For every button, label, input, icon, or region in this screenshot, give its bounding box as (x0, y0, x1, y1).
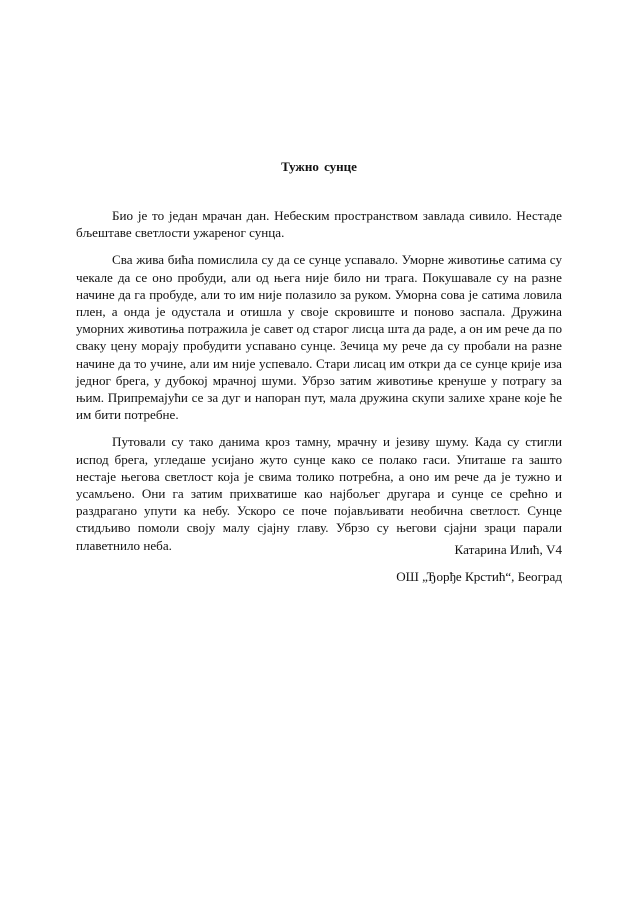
signature-block (396, 541, 562, 595)
document-title: Тужно сунце (281, 159, 357, 174)
author-name: Катарина Илић, V4 (454, 542, 562, 557)
paragraph-3: Путовали су тако данима кроз тамну, мрачну и језиву шуму. Када су стигли испод брега, угледаше усијано жуто сунце како се полако гаси. Упиташе га зашто нестаје његова светлост која је свима толико потребна, а оно им рече да је тужно и усамљено. Они га затим прихватише као најбољег другара и сунце се срећно и раздрагано упути ка небу. Ускоро се поче појављивати необична светлост. Сунце стидљиво помоли своју малу сјајну главу. Убрзо су његови сјајни зраци парали плаветнило неба. (76, 434, 562, 553)
school-name: ОШ „Ђорђе Крстић“, Београд (396, 569, 562, 584)
paragraph-1: Био је то један мрачан дан. Небеским пространством завлада сивило. Нестаде бљештаве светлости ужареног сунца. (76, 208, 562, 241)
document-body (76, 207, 562, 564)
paragraph-2: Сва жива бића помислила су да се сунце успавало. Уморне животиње сатима су чекале да се оно пробуди, али од њега није било ни трага. Покушавале су на разне начине да га пробуде, али то им није полазило за руком. Уморна сова је сатима ловила плен, а онда је одустала и отишла у своје скровиште и поново заспала. Дружина уморних животиња потражила је савет од старог лисца шта да раде, а он им рече да по сваку цену морају пробудити успавано сунце. Зечица му рече да су пробали на разне начине да то учине, али им није успевало. Стари лисац им откри да се сунце крије иза једног брега, у дубокој мрачној шуми. Убрзо затим животиње кренуше у потрагу за њим. Припремајући се за дуг и напоран пут, мала дружина скупи залихе хране које ће им бити потребне. (76, 252, 562, 423)
